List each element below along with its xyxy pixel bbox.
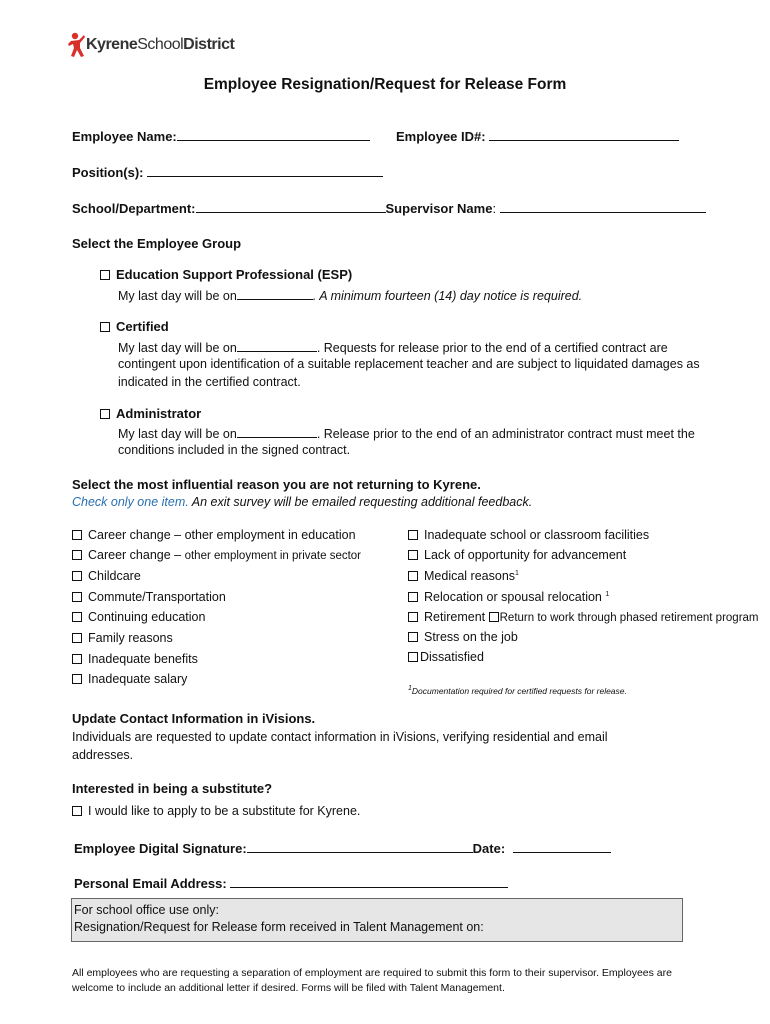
- footnote-mark: 1: [515, 569, 519, 577]
- reason-label: Dissatisfied: [420, 650, 484, 664]
- reason-label: Inadequate salary: [88, 672, 188, 686]
- reason-option[interactable]: [408, 590, 609, 604]
- reason-checkbox[interactable]: [408, 592, 418, 602]
- administrator-label: Administrator: [116, 406, 202, 421]
- reason-heading: Select the most influential reason you are not returning to Kyrene.: [72, 477, 481, 492]
- reason-option[interactable]: [72, 569, 141, 583]
- certified-notice-line3: indicated in the certified contract.: [118, 375, 301, 389]
- employee-id-line[interactable]: [489, 128, 679, 141]
- school-department-line[interactable]: [196, 200, 386, 213]
- reason-checkbox[interactable]: [72, 550, 82, 560]
- reason-checkbox[interactable]: [72, 633, 82, 643]
- footer-line1: All employees who are requesting a separation of employment are required to submit this form to their supervisor. Employees are: [72, 967, 672, 979]
- reason-checkbox[interactable]: [408, 612, 418, 622]
- school-department-label: School/Department:: [72, 201, 196, 216]
- reason-option[interactable]: [408, 610, 759, 624]
- certified-notice-line1: [118, 339, 668, 355]
- signature-label: Employee Digital Signature:: [74, 841, 247, 856]
- date-line[interactable]: [513, 840, 611, 853]
- reason-checkbox[interactable]: [72, 571, 82, 581]
- page-title: Employee Resignation/Request for Release Form: [203, 76, 567, 93]
- reason-option[interactable]: [408, 528, 649, 542]
- office-use-heading: For school office use only:: [74, 903, 219, 917]
- administrator-checkbox[interactable]: [100, 409, 110, 419]
- contact-text-line1: Individuals are requested to update contact information in iVisions, verifying residential and email: [72, 730, 608, 744]
- reason-option[interactable]: [72, 528, 356, 542]
- reason-label: Career change – other employment in education: [88, 528, 356, 542]
- reason-checkbox[interactable]: [72, 674, 82, 684]
- reason-label: Continuing education: [88, 610, 206, 624]
- employee-name-field[interactable]: [72, 128, 370, 144]
- reason-label: Retirement: [424, 610, 486, 624]
- reason-label: Inadequate school or classroom facilities: [424, 528, 650, 542]
- phased-retirement-label: Return to work through phased retirement program: [499, 612, 759, 624]
- reason-option[interactable]: [408, 569, 519, 583]
- contact-heading: Update Contact Information in iVisions.: [72, 711, 316, 726]
- footnote-mark: 1: [408, 685, 412, 692]
- certified-date-line[interactable]: [237, 339, 317, 352]
- date-label: Date:: [472, 841, 506, 856]
- reason-option[interactable]: [72, 672, 187, 686]
- esp-date-line[interactable]: [237, 287, 313, 300]
- school-department-field[interactable]: [72, 200, 706, 216]
- esp-checkbox[interactable]: [100, 270, 110, 280]
- esp-notice-pre: My last day will be on: [118, 289, 237, 303]
- esp-label: Education Support Professional (ESP): [116, 267, 353, 282]
- substitute-checkbox[interactable]: [72, 806, 82, 816]
- reason-checkbox[interactable]: [72, 530, 82, 540]
- reason-label: Commute/Transportation: [88, 590, 226, 604]
- positions-line[interactable]: [147, 164, 383, 177]
- contact-text-line2: addresses.: [72, 748, 134, 762]
- reason-option[interactable]: [72, 590, 226, 604]
- reason-checkbox[interactable]: [72, 612, 82, 622]
- signature-field[interactable]: [74, 840, 611, 856]
- footer-line2: welcome to include an additional letter if desired. Forms will be filed with Talent Management.: [72, 982, 505, 994]
- supervisor-colon: :: [492, 201, 497, 216]
- email-field[interactable]: [74, 875, 508, 891]
- footnote-mark: 1: [605, 590, 610, 598]
- reason-label-small: other employment in private sector: [184, 550, 362, 562]
- district-logo: [68, 32, 234, 58]
- reason-checkbox[interactable]: [408, 632, 418, 642]
- certified-notice-post: . Requests for release prior to the end of a certified contract are: [316, 341, 668, 355]
- reason-instruction-highlight: Check only one item.: [72, 495, 189, 509]
- reason-checkbox[interactable]: [408, 652, 418, 662]
- reason-checkbox[interactable]: [72, 654, 82, 664]
- reason-label: Medical reasons: [424, 569, 516, 583]
- employee-id-label: Employee ID#:: [396, 129, 486, 144]
- reason-checkbox[interactable]: [408, 550, 418, 560]
- reason-option[interactable]: [72, 652, 198, 666]
- reason-checkbox[interactable]: [408, 530, 418, 540]
- reason-label: Career change –: [88, 548, 185, 562]
- employee-group-heading: Select the Employee Group: [72, 236, 242, 251]
- employee-name-line[interactable]: [177, 128, 370, 141]
- substitute-label: I would like to apply to be a substitute for Kyrene.: [88, 804, 361, 818]
- administrator-notice-line2: conditions included in the signed contract.: [118, 443, 351, 457]
- email-line[interactable]: [230, 875, 508, 888]
- administrator-notice-post: . Release prior to the end of an administrator contract must meet the: [316, 427, 695, 441]
- reason-checkbox[interactable]: [72, 592, 82, 602]
- substitute-heading: Interested in being a substitute?: [72, 781, 273, 796]
- esp-notice-post: . A minimum fourteen (14) day notice is required.: [312, 289, 583, 303]
- employee-name-label: Employee Name:: [72, 129, 177, 144]
- reason-instruction-rest: An exit survey will be emailed requesting additional feedback.: [188, 495, 533, 509]
- reason-checkbox[interactable]: [408, 571, 418, 581]
- reason-option[interactable]: [72, 610, 205, 624]
- certified-label: Certified: [116, 319, 169, 334]
- administrator-date-line[interactable]: [237, 425, 317, 438]
- certified-notice-line2: contingent upon identification of a suitable replacement teacher and are subject to liquidated damages as: [118, 357, 700, 371]
- reason-option[interactable]: [408, 650, 484, 664]
- reason-option[interactable]: [408, 548, 626, 562]
- kyrene-figure-icon: [68, 32, 86, 58]
- supervisor-name-label: Supervisor Name: [385, 201, 493, 216]
- reason-label: Childcare: [88, 569, 141, 583]
- reason-label: Stress on the job: [424, 630, 518, 644]
- reason-label: Inadequate benefits: [88, 652, 198, 666]
- signature-line[interactable]: [247, 840, 473, 853]
- administrator-option[interactable]: [100, 406, 201, 421]
- reason-label: Family reasons: [88, 631, 173, 645]
- phased-retirement-checkbox[interactable]: [489, 612, 499, 622]
- certified-notice-pre: My last day will be on: [118, 341, 237, 355]
- reason-label: Lack of opportunity for advancement: [424, 548, 627, 562]
- positions-field[interactable]: [72, 164, 383, 180]
- supervisor-name-line[interactable]: [500, 200, 706, 213]
- certified-option[interactable]: [100, 319, 169, 334]
- footnote-text: Documentation required for certified requests for release.: [411, 685, 627, 696]
- reason-option[interactable]: [72, 631, 173, 645]
- office-use-text: Resignation/Request for Release form received in Talent Management on:: [74, 920, 484, 934]
- reason-label: Relocation or spousal relocation: [424, 590, 602, 604]
- reason-option[interactable]: [408, 630, 518, 644]
- administrator-notice-pre: My last day will be on: [118, 427, 237, 441]
- footnote: [408, 685, 627, 696]
- employee-id-field[interactable]: [396, 128, 679, 144]
- certified-checkbox[interactable]: [100, 322, 110, 332]
- administrator-notice-line1: [118, 425, 695, 441]
- logo-text: KyreneSchoolDistrict: [86, 36, 235, 53]
- email-label: Personal Email Address:: [74, 876, 227, 891]
- reason-option[interactable]: [72, 548, 361, 562]
- substitute-option[interactable]: [72, 804, 360, 818]
- reason-instruction: [72, 495, 532, 509]
- office-use-box: [71, 898, 683, 942]
- positions-label: Position(s):: [72, 165, 144, 180]
- esp-notice: [118, 287, 582, 303]
- esp-option[interactable]: [100, 267, 352, 282]
